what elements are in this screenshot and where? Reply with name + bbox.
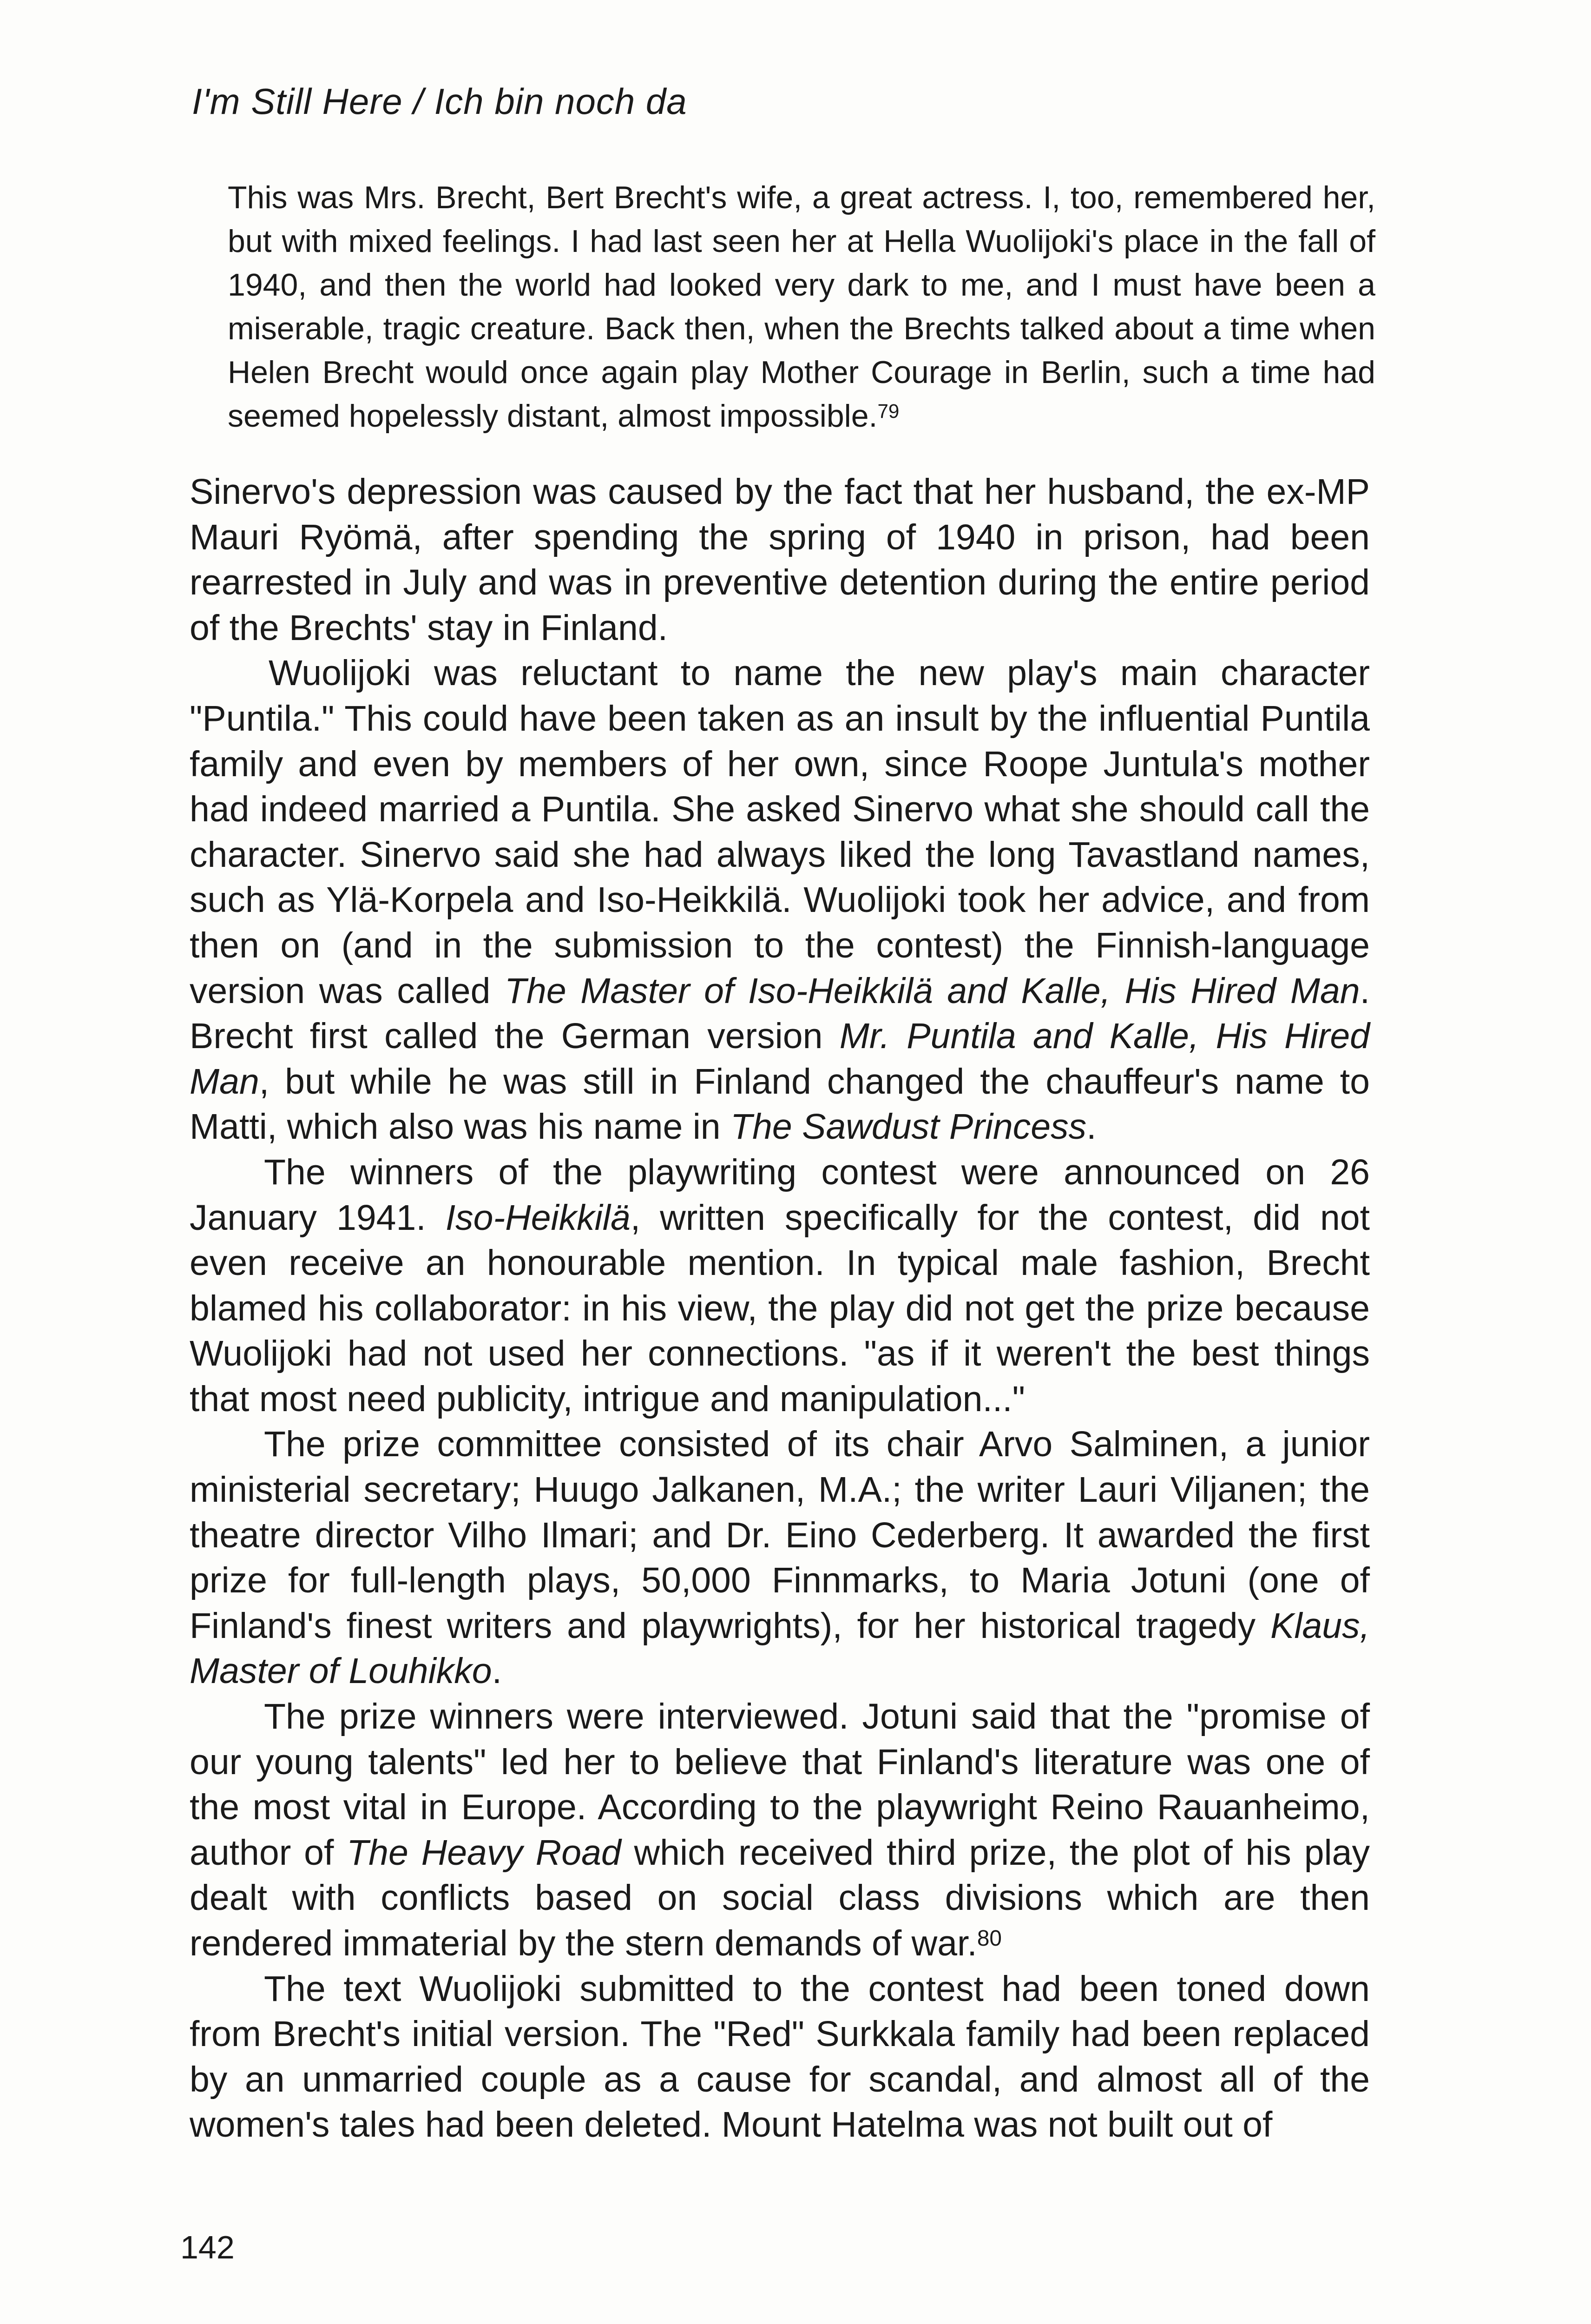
block-quote [228,176,1375,438]
page-number: 142 [180,2229,235,2265]
paragraph-2-text-c: , but while he was still in Finland changed the chauffeur's name to Matti, which also was his name in [190,1061,1370,1147]
title-iso-heikkila: Iso-Heikkilä [445,1197,631,1238]
footnote-ref-79: 79 [877,400,900,423]
paragraph-4 [190,1422,1370,1694]
paragraph-5-text-b: which received third prize, the plot of his play dealt with conflicts based on social class divisions which are then rendered immaterial by the stern demands of war. [190,1832,1370,1963]
paragraph-2-text-b: . Brecht first called the German version [190,971,1370,1056]
paragraph-5 [190,1694,1370,1967]
paragraph-3-text-b: , written specifically for the contest, did not even receive an honourable mention. In typical male fashion, Brecht blamed his collaborator: in his view, the play did not get the prize because Wuolijoki had not used her connections. "as if it weren't the best things that most need publicity, intrigue and manipulation..." [190,1197,1370,1419]
footnote-ref-80: 80 [977,1926,1002,1951]
block-quote-text: This was Mrs. Brecht, Bert Brecht's wife, a great actress. I, too, remembered her, but with mixed feelings. I had last seen her at Hella Wuolijoki's place in the fall of 1940, and then the world had looked very dark to me, and I must have been a miserable, tragic creature. Back then, when the Brechts talked about a time when Helen Brecht would once again play Mother Courage in Berlin, such a time had seemed hopelessly distant, almost impossible. [228,180,1375,434]
running-head: I'm Still Here / Ich bin noch da [192,81,687,122]
block-quote-paragraph [228,176,1375,438]
title-master-of-iso-heikkila: The Master of Iso-Heikkilä and Kalle, His Hired Man [504,971,1360,1011]
paragraph-4-text-b: . [492,1651,502,1691]
title-the-heavy-road: The Heavy Road [347,1832,621,1873]
paragraph-4-text-a: The prize committee consisted of its chair Arvo Salminen, a junior ministerial secretary; Huugo Jalkanen, M.A.; the writer Lauri Viljanen; the theatre director Vilho Ilmari; and Dr. Eino Cederberg. It awarded the first prize for full-length plays, 50,000 Finnmarks, to Maria Jotuni (one of Finland's finest writers and playwrights), for her historical tragedy [190,1424,1370,1646]
paragraph-2-text-a: Wuolijoki was reluctant to name the new play's main character "Puntila." This could have been taken as an insult by the influential Puntila family and even by members of her own, since Roope Juntula's mother had indeed married a Puntila. She asked Sinervo what she should call the character. Sinervo said she had always liked the long Tavastland names, such as Ylä-Korpela and Iso-Heikkilä. Wuolijoki took her advice, and from then on (and in the submission to the contest) the Finnish-language version was called [190,653,1370,1011]
paragraph-3-text-a: The winners of the playwriting contest were announced on 26 January 1941. [190,1152,1370,1238]
title-klaus-master-of-louhikko: Klaus, Master of Louhikko [190,1605,1370,1691]
paragraph-2-text-d: . [1086,1107,1097,1147]
title-sawdust-princess: The Sawdust Princess [730,1107,1087,1147]
paragraph-1: Sinervo's depression was caused by the fact that her husband, the ex-MP Mauri Ryömä, after spending the spring of 1940 in prison, had been rearrested in July and was in preventive detention during the entire period of the Brechts' stay in Finland. [190,472,1370,648]
paragraph-5-text-a: The prize winners were interviewed. Jotuni said that the "promise of our young talents" led her to believe that Finland's literature was one of the most vital in Europe. According to the playwright Reino Rauanheimo, author of [190,1697,1370,1873]
paragraph-3 [190,1150,1370,1422]
paragraph-6: The text Wuolijoki submitted to the contest had been toned down from Brecht's initial version. The "Red" Surkkala family had been replaced by an unmarried couple as a cause for scandal, and almost all of the women's tales had been deleted. Mount Hatelma was not built out of [190,1968,1370,2145]
body-text [190,469,1370,2148]
paragraph-2 [190,651,1370,1150]
title-mr-puntila: Mr. Puntila and Kalle, His Hired Man [190,1016,1370,1102]
